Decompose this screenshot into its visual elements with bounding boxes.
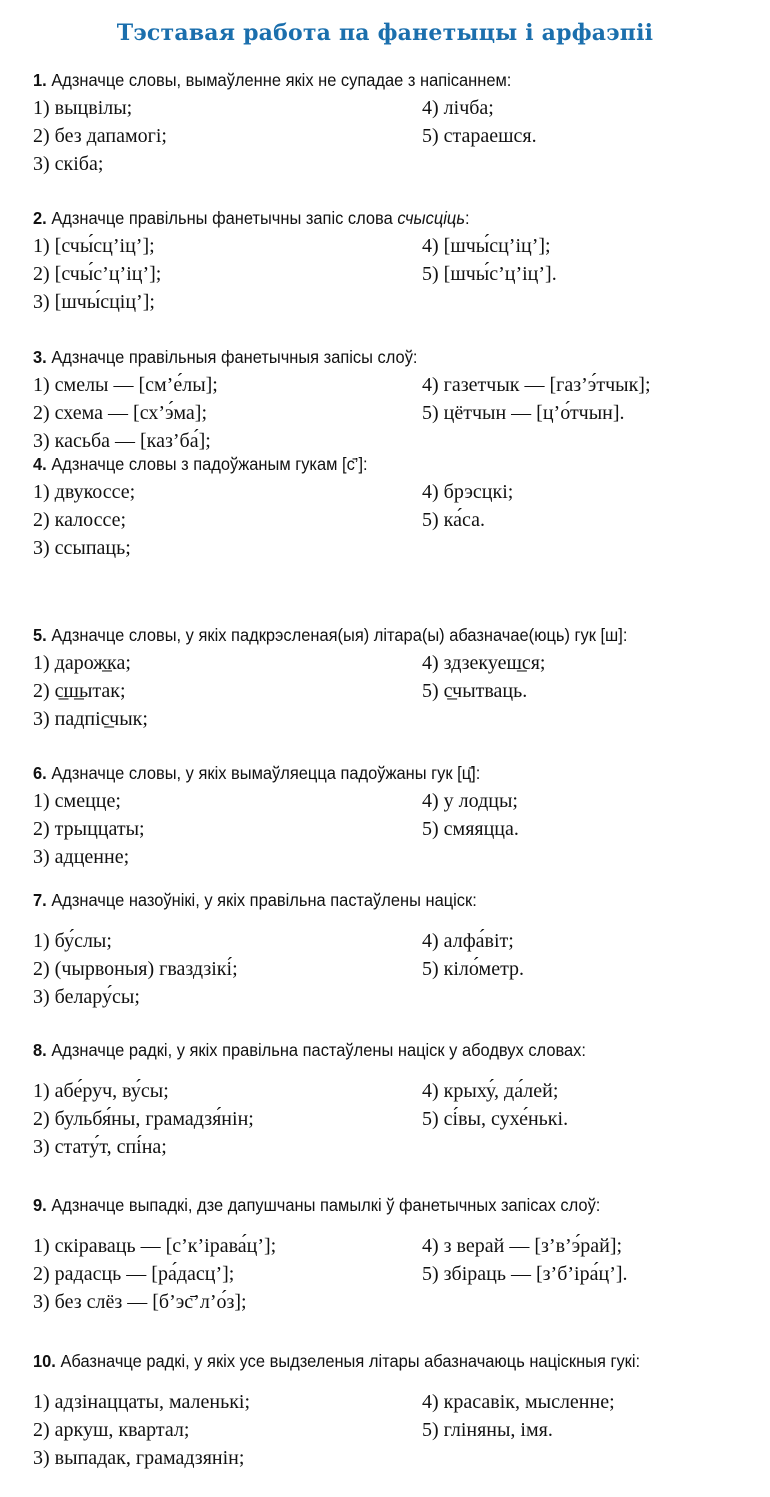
question-number: 6. xyxy=(33,763,47,783)
question-number: 1. xyxy=(33,70,47,90)
answer-option-1: 1) адзінаццаты, маленькі; xyxy=(33,1391,251,1413)
answer-option-4: 4) з верай — [з’в’э́рай]; xyxy=(422,1235,623,1257)
question-number: 10. xyxy=(33,1351,56,1371)
answer-options xyxy=(33,1388,763,1472)
answer-option-3: 3) белару́сы; xyxy=(33,986,140,1008)
question-prompt: Адзначце выпадкі, дзе дапушчаны памылкі ў фанетычных запісах слоў: xyxy=(51,1195,601,1215)
answer-options xyxy=(33,927,763,1011)
answer-option-4: 4) [шчы́сц’іц’]; xyxy=(422,235,551,257)
question-5 xyxy=(33,622,763,733)
question-4 xyxy=(33,451,763,562)
question-number: 2. xyxy=(33,208,47,228)
answer-option-2: 2) аркуш, квартал; xyxy=(33,1419,190,1441)
page-title: Тэставая работа па фанетыцы і арфаэпіі xyxy=(116,20,654,46)
answer-option-1: 1) скіраваць — [с’к’ірава́ц’]; xyxy=(33,1235,277,1257)
answer-option-1: 1) бу́слы; xyxy=(33,930,112,952)
answer-option-2: 2) (чырвоныя) гваздзікі́; xyxy=(33,958,238,980)
answer-options xyxy=(33,94,763,178)
question-number: 9. xyxy=(33,1195,47,1215)
answer-option-5: 5) [шчы́с’ц’іц’]. xyxy=(422,263,557,285)
answer-option-4: 4) брэсцкі; xyxy=(422,481,514,503)
answer-option-3: 3) ссыпаць; xyxy=(33,537,131,559)
answer-option-1: 1) смелы — [см’е́лы]; xyxy=(33,374,218,396)
answer-option-4: 4) алфа́віт; xyxy=(422,930,514,952)
question-text xyxy=(33,344,719,371)
answer-option-1: 1) дарож̲ка; xyxy=(33,652,131,674)
answer-option-5: 5) цётчын — [ц’о́тчын]. xyxy=(422,402,625,424)
answer-option-4: 4) здзекуеш̲ся; xyxy=(422,652,546,674)
question-suffix: : xyxy=(464,208,470,228)
answer-option-5: 5) смяяцца. xyxy=(422,818,519,840)
answer-option-4: 4) крыху́, да́лей; xyxy=(422,1080,559,1102)
question-prompt: Адзначце правільныя фанетычныя запісы слоў: xyxy=(51,347,418,367)
question-1 xyxy=(33,67,763,178)
answer-option-5: 5) ка́са. xyxy=(422,509,485,531)
answer-option-4: 4) красавік, мысленне; xyxy=(422,1391,615,1413)
question-number: 5. xyxy=(33,625,47,645)
question-text xyxy=(33,67,719,94)
question-text xyxy=(33,887,719,927)
question-prompt: Адзначце словы з падоўжаным гукам [с̄’]: xyxy=(51,454,368,474)
answer-option-1: 1) [счы́сц’іц’]; xyxy=(33,235,155,257)
answer-option-3: 3) падпіс̲чык; xyxy=(33,708,148,730)
answer-option-4: 4) у лодцы; xyxy=(422,790,518,812)
answer-option-2: 2) трыццаты; xyxy=(33,818,145,840)
answer-option-2: 2) с̲ш̲ытак; xyxy=(33,680,126,702)
answer-option-1: 1) двукоссе; xyxy=(33,481,136,503)
question-10 xyxy=(33,1348,763,1472)
question-number: 7. xyxy=(33,890,47,910)
answer-option-5: 5) стараешся. xyxy=(422,125,537,147)
question-prompt: Адзначце правільны фанетычны запіс слова xyxy=(51,208,398,228)
question-text xyxy=(33,1037,719,1077)
question-word: счысціць xyxy=(397,208,465,228)
question-text xyxy=(33,451,719,478)
answer-option-1: 1) смецце; xyxy=(33,790,121,812)
answer-option-3: 3) касьба — [каз’ба́]; xyxy=(33,430,211,452)
answer-option-5: 5) сі́вы, сухе́нькі. xyxy=(422,1108,569,1130)
answer-option-2: 2) радасць — [ра́дасц’]; xyxy=(33,1263,235,1285)
question-text xyxy=(33,622,719,649)
question-9 xyxy=(33,1192,763,1316)
answer-options xyxy=(33,478,763,562)
question-2 xyxy=(33,205,763,316)
question-prompt: Адзначце словы, вымаўленне якіх не супадае з напісаннем: xyxy=(51,70,512,90)
question-prompt: Адзначце радкі, у якіх правільна пастаўлены націск у абодвух словах: xyxy=(51,1040,586,1060)
answer-option-4: 4) лічба; xyxy=(422,97,494,119)
answer-options xyxy=(33,232,763,316)
answer-option-3: 3) скіба; xyxy=(33,153,104,175)
answer-option-3: 3) выпадак, грамадзянін; xyxy=(33,1447,245,1469)
answer-options xyxy=(33,1232,763,1316)
answer-option-2: 2) калоссе; xyxy=(33,509,127,531)
answer-option-1: 1) абе́руч, ву́сы; xyxy=(33,1080,169,1102)
question-text xyxy=(33,1192,719,1232)
answer-option-3: 3) стату́т, спі́на; xyxy=(33,1136,167,1158)
answer-option-3: 3) без слёз — [б’эс̄’л’о́з]; xyxy=(33,1291,247,1313)
answer-option-3: 3) [шчы́сціц’]; xyxy=(33,291,155,313)
question-8 xyxy=(33,1037,763,1161)
answer-option-2: 2) бульбя́ны, грамадзя́нін; xyxy=(33,1108,254,1130)
answer-options xyxy=(33,787,763,871)
answer-option-2: 2) [счы́с’ц’іц’]; xyxy=(33,263,162,285)
question-prompt: Абазначце радкі, у якіх усе выдзеленыя літары абазначаюць націскныя гукі: xyxy=(60,1351,641,1371)
answer-option-5: 5) збіраць — [з’б’іра́ц’]. xyxy=(422,1263,628,1285)
question-text xyxy=(33,1348,719,1388)
question-number: 4. xyxy=(33,454,47,474)
question-6 xyxy=(33,760,763,871)
question-3 xyxy=(33,344,763,455)
answer-option-5: 5) гліняны, імя. xyxy=(422,1419,553,1441)
question-text xyxy=(33,205,719,232)
question-number: 8. xyxy=(33,1040,47,1060)
answer-option-2: 2) схема — [сх’э́ма]; xyxy=(33,402,208,424)
question-number: 3. xyxy=(33,347,47,367)
answer-option-4: 4) газетчык — [газ’э́тчык]; xyxy=(422,374,651,396)
question-7 xyxy=(33,887,763,1011)
answer-option-5: 5) кіло́метр. xyxy=(422,958,525,980)
question-prompt: Адзначце словы, у якіх вымаўляецца падоўжаны гук [ц̄]: xyxy=(51,763,481,783)
answer-options xyxy=(33,649,763,733)
answer-options xyxy=(33,1077,763,1161)
answer-option-1: 1) выцвілы; xyxy=(33,97,133,119)
question-text xyxy=(33,760,719,787)
question-prompt: Адзначце словы, у якіх падкрэсленая(ыя) літара(ы) абазначае(юць) гук [ш]: xyxy=(51,625,628,645)
question-prompt: Адзначце назоўнікі, у якіх правільна пастаўлены націск: xyxy=(51,890,477,910)
answer-option-5: 5) с̲чытваць. xyxy=(422,680,528,702)
answer-options xyxy=(33,371,763,455)
answer-option-3: 3) адценне; xyxy=(33,846,130,868)
answer-option-2: 2) без дапамогі; xyxy=(33,125,167,147)
